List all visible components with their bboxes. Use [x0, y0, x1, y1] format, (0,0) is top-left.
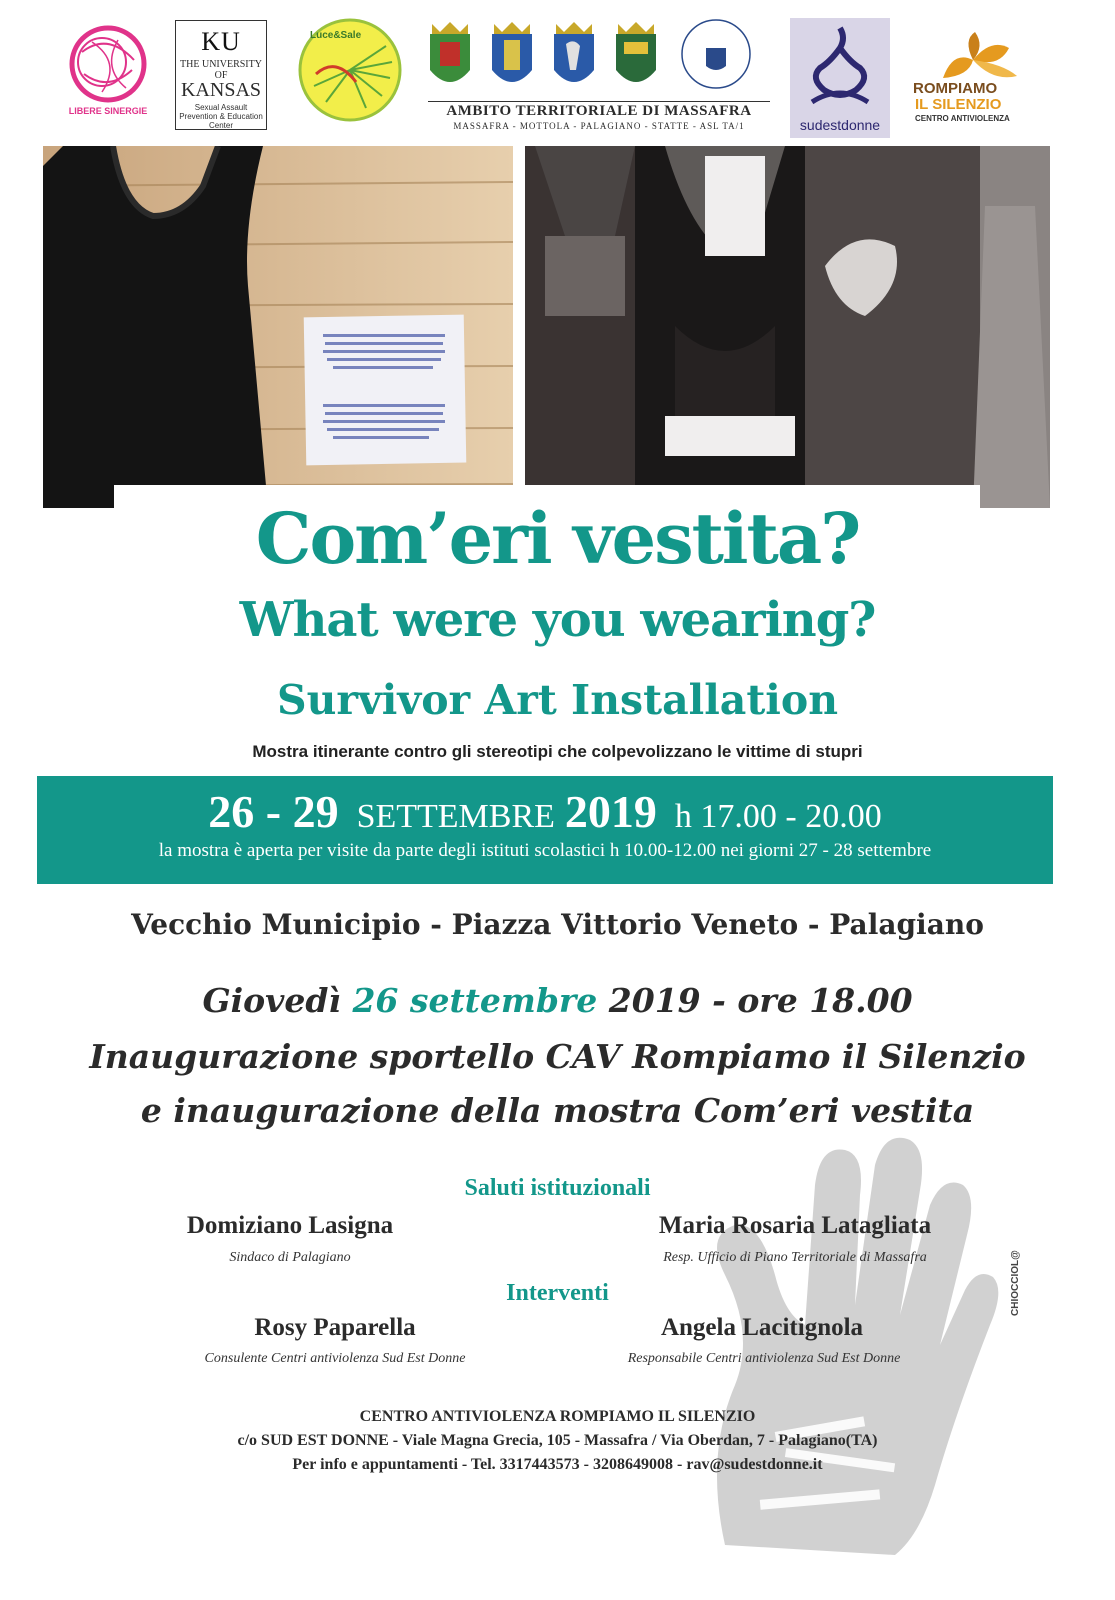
saluti-heading: Saluti istituzionali [464, 1175, 651, 1201]
photo-hanging-garments [525, 146, 1050, 508]
exhibition-description: Mostra itinerante contro gli stereotipi che colpevolizzano le vittime di stupri [252, 742, 863, 761]
luce-sale-label: Luce&Sale [310, 30, 362, 41]
ku-logo [175, 20, 267, 130]
installation-title: Survivor Art Installation [276, 676, 839, 724]
person-name-4: Angela Lacitignola [660, 1314, 864, 1341]
person-role-1: Sindaco di Palagiano [229, 1250, 351, 1265]
libere-sinergie-label: LIBERE SINERGIE [68, 106, 148, 116]
sudestdonne-label: sudestdonne [799, 117, 881, 133]
person-role-2: Resp. Ufficio di Piano Territoriale di Massafra [663, 1250, 927, 1265]
english-title: What were you wearing? [239, 592, 876, 648]
ku-mark: KU [201, 27, 241, 56]
date-hours: h 17.00 - 20.00 [674, 798, 882, 835]
person-name-2: Maria Rosaria Latagliata [658, 1212, 932, 1239]
ambito-subtitle: MASSAFRA - MOTTOLA - PALAGIANO - STATTE - ASL TA/1 [453, 121, 745, 131]
footer-line-2: c/o SUD EST DONNE - Viale Magna Grecia, 105 - Massafra / Via Oberdan, 7 - Palagiano(TA) [237, 1432, 878, 1449]
designer-credit-label: CHIOCCIOL@ [1010, 1250, 1021, 1316]
inauguration-line-2: Inaugurazione sportello CAV Rompiamo il Silenzio [89, 1037, 1026, 1076]
inauguration-date-line [0, 981, 1115, 1020]
sudestdonne-logo [790, 18, 890, 138]
school-visits-note: la mostra è aperta per visite da parte degli istituti scolastici h 10.00-12.00 nei giorni 27 - 28 settembre [158, 840, 932, 861]
rompiamo-il-silenzio-logo [913, 30, 1033, 130]
rompiamo-label-3: CENTRO ANTIVIOLENZA [915, 114, 1010, 123]
date-year: 2019 [564, 786, 657, 837]
rompiamo-label-1: ROMPIAMO [913, 80, 998, 97]
dates-line [37, 785, 1053, 838]
ku-line-2: KANSAS [180, 79, 262, 101]
inauguration-line-3: e inaugurazione della mostra Com’eri vestita [140, 1091, 975, 1130]
person-name-1: Domiziano Lasigna [186, 1212, 394, 1239]
inauguration-day: Giovedì [202, 981, 341, 1020]
date-month: SETTEMBRE [356, 798, 555, 835]
date-days: 26 - 29 [208, 786, 339, 837]
person-role-3: Consulente Centri antiviolenza Sud Est Donne [204, 1351, 466, 1366]
libere-sinergie-logo [62, 22, 154, 122]
ambito-title: AMBITO TERRITORIALE DI MASSAFRA [428, 101, 770, 120]
main-title: Com’eri vestita? [255, 497, 860, 580]
ku-line-1: THE UNIVERSITY OF [180, 59, 262, 81]
footer-line-1: CENTRO ANTIVIOLENZA ROMPIAMO IL SILENZIO [359, 1408, 756, 1425]
ku-line-3: Sexual Assault Prevention & Education Center [179, 103, 263, 130]
interventi-heading: Interventi [506, 1280, 609, 1306]
luce-sale-logo [296, 16, 404, 124]
footer-line-3: Per info e appuntamenti - Tel. 3317443573 - 3208649008 - rav@sudestdonne.it [292, 1456, 823, 1473]
person-name-3: Rosy Paparella [254, 1314, 416, 1341]
inauguration-time: 2019 - ore 18.00 [608, 981, 913, 1020]
person-role-4: Responsabile Centri antiviolenza Sud Est Donne [627, 1351, 901, 1366]
venue-line: Vecchio Municipio - Piazza Vittorio Veneto - Palagiano [131, 908, 984, 941]
rompiamo-label-2: IL SILENZIO [915, 96, 1002, 113]
photo-dress-on-wood [43, 146, 513, 508]
inauguration-date: 26 settembre [352, 981, 598, 1020]
